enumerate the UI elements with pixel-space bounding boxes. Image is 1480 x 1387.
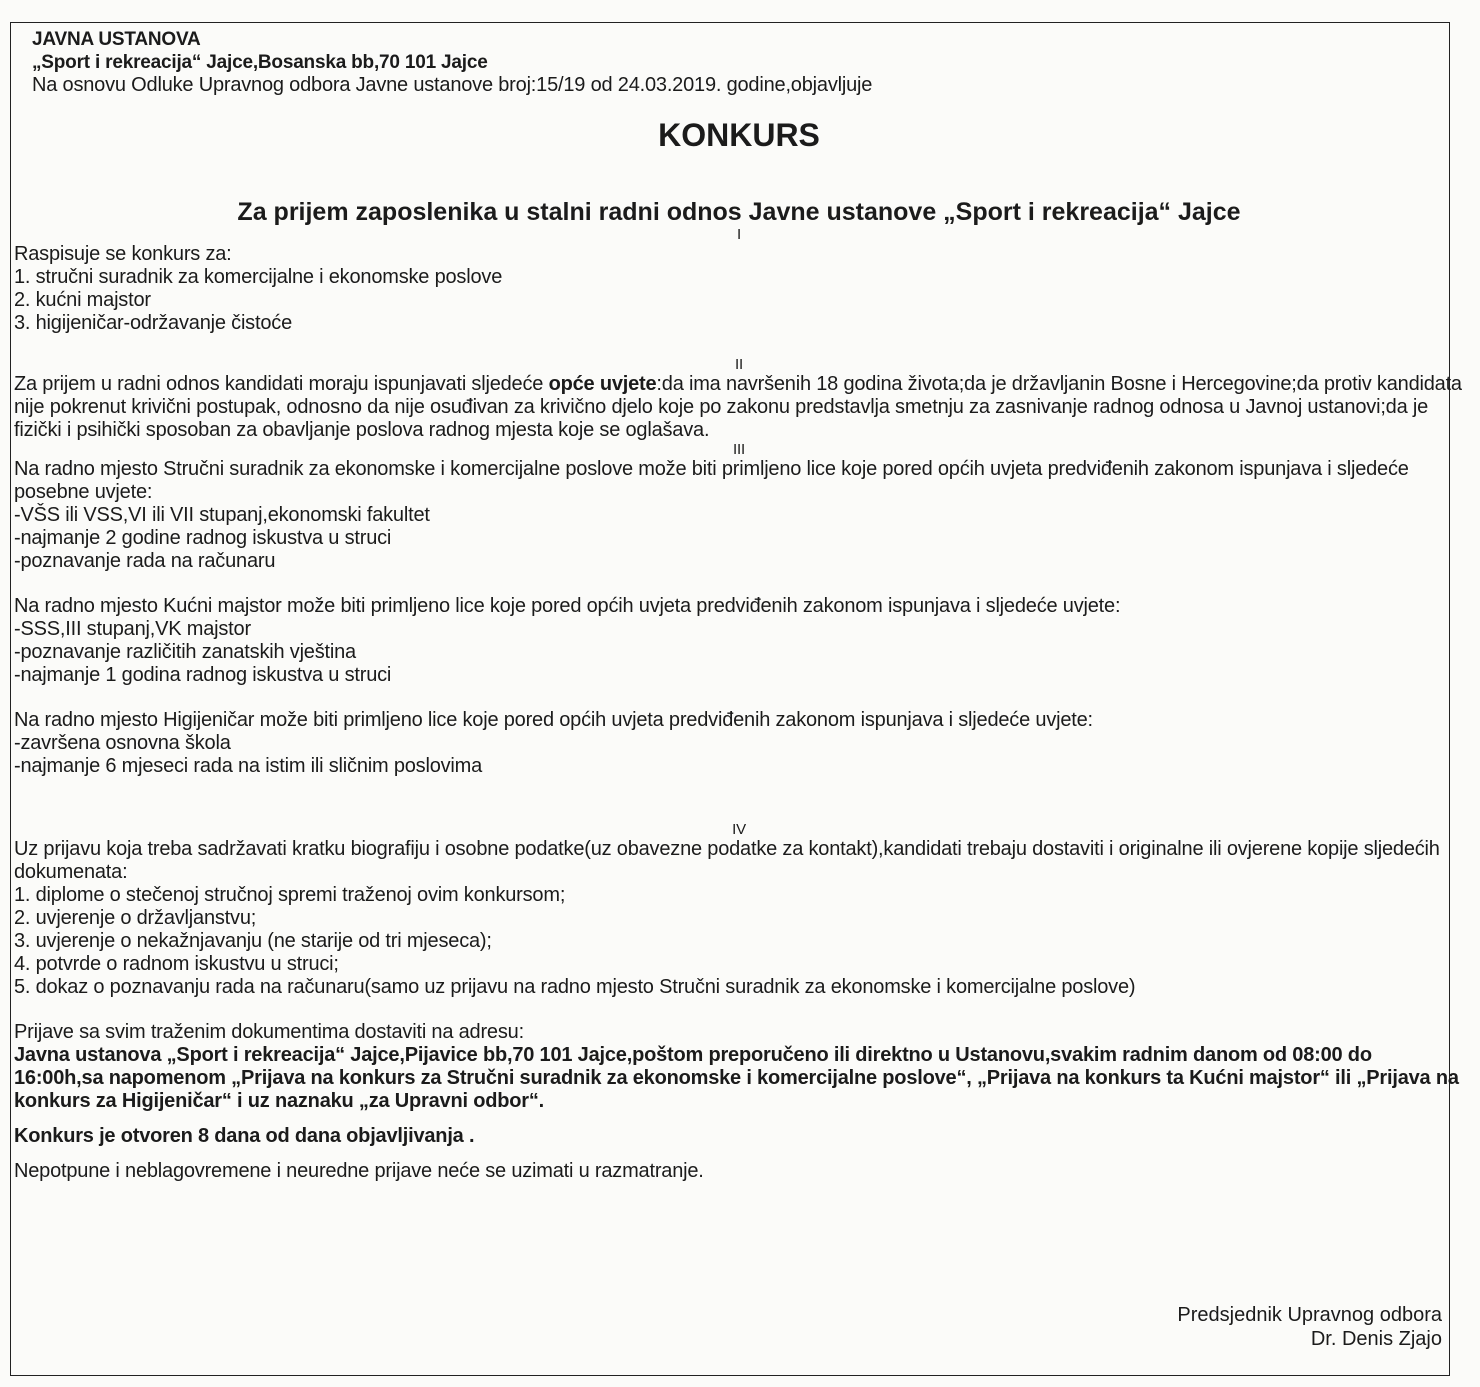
section-numeral-3: III	[733, 441, 745, 458]
signature-block	[1177, 1303, 1442, 1351]
condition-item: -najmanje 6 mjeseci rada na istim ili sličnim poslovima	[14, 755, 483, 777]
section-numeral-2: II	[735, 356, 743, 373]
open-period: Konkurs je otvoren 8 dana od dana objavljivanja .	[14, 1125, 475, 1147]
condition-item: -završena osnovna škola	[14, 732, 231, 754]
documents-intro: Uz prijavu koja treba sadržavati kratku biografiju i osobne podatke(uz obavezne podatke za kontakt),kandidati trebaju dostaviti i originalne ili ovjerene kopije sljedećih dokumenata:	[14, 838, 1440, 883]
document-item: 4. potvrde o radnom iskustvu u struci;	[14, 953, 339, 975]
position-item: 2. kućni majstor	[14, 289, 151, 311]
position-item: 3. higijeničar-održavanje čistoće	[14, 312, 292, 334]
org-name-address: „Sport i rekreacija“ Jajce,Bosanska bb,70 101 Jajce	[32, 52, 488, 73]
document-item: 1. diplome o stečenoj stručnoj spremi traženoj ovim konkursom;	[14, 884, 566, 906]
section-numeral-4: IV	[732, 821, 746, 838]
section-numeral-1: I	[737, 226, 741, 243]
general-conditions: Za prijem u radni odnos kandidati moraju ispunjavati sljedeće opće uvjete:da ima navršenih 18 godina života;da je državljanin Bosne i Hercegovine;da protiv kandidata nije pokrenut krivični postupak, odnosno da nije osuđivan za krivično djelo koje po zakonu predstavlja smetnju za zasnivanje radnog odnosa u Javnoj ustanovi;da je fizički i psihički sposoban za obavljanje poslova radnog mjesta koje se oglašava.	[14, 373, 1462, 441]
incomplete-note: Nepotpune i neblagovremene i neuredne prijave neće se uzimati u razmatranje.	[14, 1160, 704, 1182]
signature-name: Dr. Denis Zjajo	[1310, 1328, 1442, 1350]
document-item: 3. uvjerenje o nekažnjavanju (ne starije od tri mjeseca);	[14, 930, 492, 952]
org-type: JAVNA USTANOVA	[32, 29, 201, 50]
document-item: 5. dokaz o poznavanju rada na računaru(samo uz prijavu na radno mjesto Stručni suradnik za ekonomske i komercijalne poslove)	[14, 976, 1136, 998]
condition-item: -SSS,III stupanj,VK majstor	[14, 618, 251, 640]
position-2-conditions-intro: Na radno mjesto Kućni majstor može biti primljeno lice koje pored općih uvjeta predviđenih zakonom ispunjava i sljedeće uvjete:	[14, 595, 1121, 617]
page-title: KONKURS	[658, 117, 820, 153]
delivery-address: Javna ustanova „Sport i rekreacija“ Jajce,Pijavice bb,70 101 Jajce,poštom preporučeno ili direktno u Ustanovu,svakim radnim danom od 08:00 do 16:00h,sa napomenom „Prijava na konkurs za Stručni suradnik za ekonomske i komercijalne poslove“, „Prijava na konkurs ta Kućni majstor“ ili „Prijava na konkurs za Higijeničar“ i uz naznaku „za Upravni odbor“.	[14, 1044, 1459, 1112]
delivery-intro: Prijave sa svim traženim dokumentima dostaviti na adresu:	[14, 1021, 524, 1043]
condition-item: -poznavanje rada na računaru	[14, 550, 276, 572]
condition-item: -poznavanje različitih zanatskih vještina	[14, 641, 356, 663]
condition-item: -VŠS ili VSS,VI ili VII stupanj,ekonomski fakultet	[14, 504, 430, 526]
position-1-conditions-intro: Na radno mjesto Stručni suradnik za ekonomske i komercijalne poslove može biti primljeno lice koje pored općih uvjeta predviđenih zakonom ispunjava i sljedeće posebne uvjete:	[14, 458, 1409, 503]
condition-item: -najmanje 1 godina radnog iskustva u struci	[14, 664, 392, 686]
position-item: 1. stručni suradnik za komercijalne i ekonomske poslove	[14, 266, 503, 288]
konkurs-document	[14, 28, 1464, 1183]
decision-basis: Na osnovu Odluke Upravnog odbora Javne ustanove broj:15/19 od 24.03.2019. godine,objavljuje	[32, 74, 873, 96]
position-3-conditions-intro: Na radno mjesto Higijeničar može biti primljeno lice koje pored općih uvjeta predviđenih zakonom ispunjava i sljedeće uvjete:	[14, 709, 1093, 731]
condition-item: -najmanje 2 godine radnog iskustva u struci	[14, 527, 392, 549]
page-subtitle: Za prijem zaposlenika u stalni radni odnos Javne ustanove „Sport i rekreacija“ Jajce	[237, 198, 1241, 226]
document-item: 2. uvjerenje o državljanstvu;	[14, 907, 257, 929]
positions-intro: Raspisuje se konkurs za:	[14, 243, 232, 265]
signature-role: Predsjednik Upravnog odbora	[1177, 1304, 1442, 1326]
